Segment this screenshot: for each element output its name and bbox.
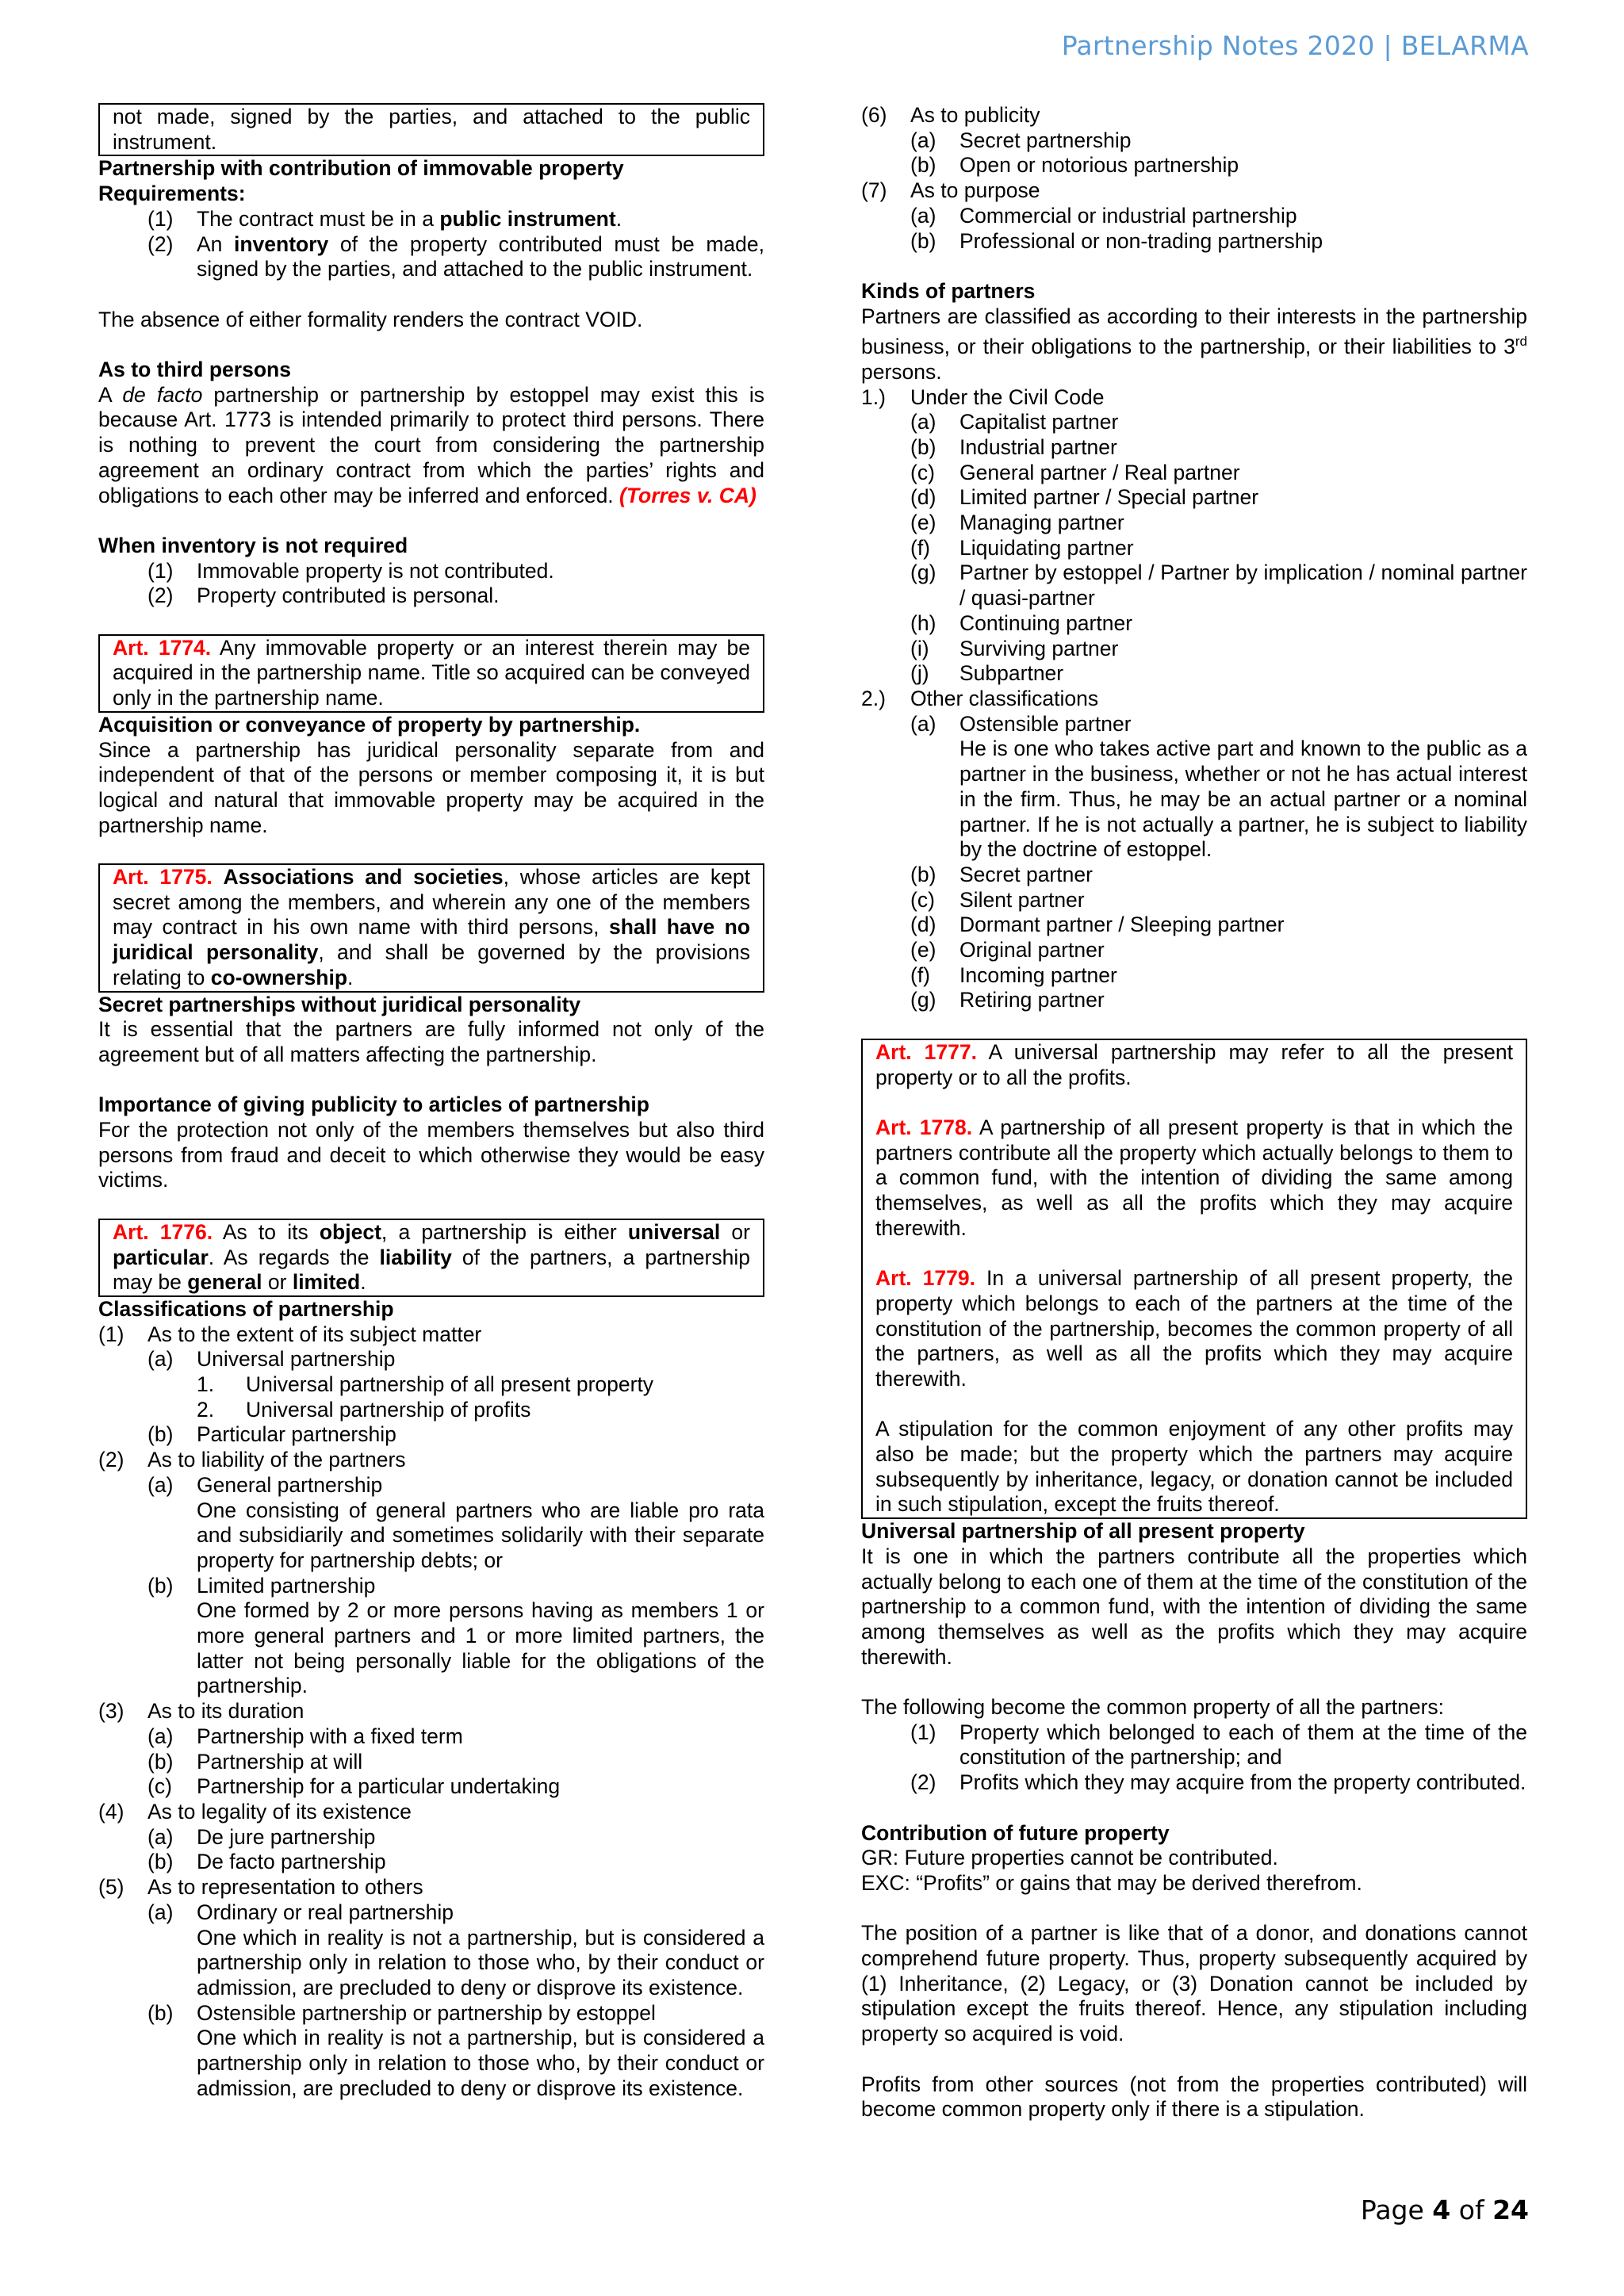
list-item: 2. Universal partnership of profits — [197, 1397, 531, 1422]
publicity-text: For the protection not only of the members themselves but also third persons from fraud and deceit to which otherwise they would be easy victims. — [98, 1118, 764, 1192]
heading-classifications: Classifications of partnership — [98, 1296, 394, 1321]
header-title: Partnership Notes 2020 | BELARMA — [1061, 30, 1529, 61]
heading-acquisition: Acquisition or conveyance of property by partnership. — [98, 712, 641, 737]
list-item: (g) Partner by estoppel / Partner by implication / nominal partner / quasi-partner — [910, 561, 1527, 610]
list-item: (5) As to representation to others — [98, 1875, 423, 1900]
article-label: Art. 1775. — [113, 865, 213, 890]
list-item: (d) Limited partner / Special partner — [910, 485, 1259, 510]
void-text: The absence of either formality renders the contract VOID. — [98, 307, 643, 331]
list-item: (b) Secret partner — [910, 862, 1093, 886]
list-item: (c) Partnership for a particular undertaking — [147, 1774, 561, 1799]
list-item: (j) Subpartner — [910, 661, 1064, 686]
heading-publicity: Importance of giving publicity to articles of partnership — [98, 1093, 649, 1117]
list-item: (e) Managing partner — [910, 511, 1124, 535]
definition-text: One which in reality is not a partnership, but is considered a partnership only in relation to those who, by their conduct or admission, are precluded to deny or disprove its existence. — [197, 2026, 764, 2100]
article-1775-box: Art. 1775. Associations and societies, whose articles are kept secret among the members, and wherein any one of the members may contract in his own name with third persons, shall have no juridical personality, and shall be governed by the provisions relating to co-ownership. — [98, 863, 764, 993]
list-item: (f) Liquidating partner — [910, 535, 1134, 560]
heading-requirements: Requirements: — [98, 182, 246, 206]
list-item: (a) Universal partnership — [147, 1347, 396, 1372]
list-item: (c) General partner / Real partner — [910, 460, 1240, 484]
definition-text: One which in reality is not a partnership, but is considered a partnership only in relation to those who, by their conduct or admission, are precluded to deny or disprove its existence. — [197, 1925, 764, 1999]
article-1774-box: Art. 1774. Any immovable property or an interest therein may be acquired in the partnership name. Title so acquired can be conveyed only in the partnership name. — [98, 634, 764, 713]
list-item: 2.) Other classifications — [861, 686, 1099, 710]
list-item: (c) Silent partner — [910, 887, 1085, 912]
list-item: (6) As to publicity — [861, 103, 1040, 127]
secret-text: It is essential that the partners are fully informed not only of the agreement but of all matters affecting the partnership. — [98, 1017, 764, 1066]
list-item: (a) Secret partnership — [910, 128, 1132, 152]
list-item: (1) Property which belonged to each of them at the time of the constitution of the partnership; and — [910, 1720, 1527, 1770]
list-item: (a) Capitalist partner — [910, 410, 1119, 434]
heading-universal: Universal partnership of all present property — [861, 1519, 1305, 1544]
universal-text: It is one in which the partners contribute all the properties which actually belong to each one of them at the time of the constitution of the partnership to a common fund, with the intention of dividing the same among themselves as well as the profits which they may acquire therewith. — [861, 1544, 1527, 1669]
case-citation: (Torres v. CA) — [619, 483, 756, 507]
list-item: (f) Incoming partner — [910, 962, 1117, 987]
article-label: Art. 1779. — [875, 1266, 975, 1291]
list-item: 1.) Under the Civil Code — [861, 385, 1105, 409]
continued-article-box — [98, 103, 764, 156]
left-column — [98, 103, 764, 2101]
heading-immovable: Partnership with contribution of immovable property — [98, 156, 624, 181]
list-item: (a) De jure partnership — [147, 1824, 376, 1849]
list-item: (a) General partnership — [147, 1472, 383, 1497]
definition-text: One consisting of general partners who are liable pro rata and subsidiarily and sometimes solidarily with their separate property for partnership debts; or — [197, 1498, 764, 1572]
list-item: (h) Continuing partner — [910, 610, 1133, 635]
exception: EXC: “Profits” or gains that may be derived therefrom. — [861, 1870, 1362, 1895]
third-persons-text: A de facto partnership or partnership by estoppel may exist this is because Art. 1773 is intended primarily to protect third persons. There is nothing to prevent the court from considering the partnership agreement an ordinary contract from which the parties’ rights and obligations to each other may be inferred and enforced. (Torres v. CA) — [98, 382, 765, 507]
list-item: (b) De facto partnership — [147, 1850, 386, 1874]
list-item: (a) Commercial or industrial partnership — [910, 203, 1297, 228]
list-item: (d) Dormant partner / Sleeping partner — [910, 913, 1285, 937]
page-number: Page 4 of 24 — [1360, 2195, 1529, 2225]
list-item: (g) Retiring partner — [910, 988, 1105, 1012]
list-item: (b) Ostensible partnership or partnership by estoppel — [147, 2000, 656, 2025]
list-item: (b) Professional or non-trading partnership — [910, 228, 1323, 253]
kinds-text: Partners are classified as according to their interests in the partnership business, or their obligations to the partnership, or their liabilities to 3rd persons. — [861, 304, 1527, 384]
list-item: 1. Universal partnership of all present property — [197, 1372, 654, 1397]
list-item: (2) Property contributed is personal. — [147, 584, 500, 608]
article-label: Art. 1776. — [113, 1219, 213, 1244]
donor-text: The position of a partner is like that of a donor, and donations cannot comprehend future property. Thus, property subsequently acquired by (1) Inheritance, (2) Legacy, or (3) Donation cannot be included by stipulation except the fruits thereof. Hence, any stipulation including property so acquired is void. — [861, 1921, 1527, 2046]
list-item: (b) Open or notorious partnership — [910, 153, 1239, 178]
list-item: (b) Particular partnership — [147, 1422, 396, 1447]
definition-text: One formed by 2 or more persons having as members 1 or more general partners and 1 or more limited partners, the latter not being personally liable for the obligations of the partnership. — [197, 1598, 764, 1698]
list-item: (4) As to legality of its existence — [98, 1800, 412, 1823]
list-item: (b) Industrial partner — [910, 434, 1117, 459]
list-item: (1) As to the extent of its subject matter — [98, 1322, 482, 1346]
list-item: (1) The contract must be in a public instrument. — [147, 206, 622, 231]
list-item: (7) As to purpose — [861, 178, 1040, 203]
heading-secret: Secret partnerships without juridical personality — [98, 992, 581, 1016]
heading-future: Contribution of future property — [861, 1820, 1170, 1845]
article-label: Art. 1774. — [113, 635, 212, 660]
general-rule: GR: Future properties cannot be contributed. — [861, 1846, 1278, 1870]
article-label: Art. 1777. — [875, 1039, 977, 1064]
list-item: (2) Profits which they may acquire from the property contributed. — [910, 1770, 1526, 1795]
heading-third-persons: As to third persons — [98, 358, 291, 381]
continued-text: not made, signed by the parties, and attached to the public instrument. — [113, 105, 750, 154]
heading-inventory: When inventory is not required — [98, 533, 408, 557]
list-item: (3) As to its duration — [98, 1699, 304, 1724]
list-item: (1) Immovable property is not contributed. — [147, 558, 554, 583]
list-item: (a) Ordinary or real partnership — [147, 1900, 454, 1924]
acquisition-text: Since a partnership has juridical personality separate from and independent of that of the persons or member composing it, it is but logical and natural that immovable property may be acquired in the partnership name. — [98, 737, 764, 837]
list-item: (i) Surviving partner — [910, 636, 1119, 660]
list-item: (a) Partnership with a fixed term — [147, 1724, 463, 1748]
list-item: (a) Ostensible partner — [910, 711, 1132, 736]
profits-text: Profits from other sources (not from the properties contributed) will become common property only if there is a stipulation. — [861, 2072, 1527, 2122]
list-item: (b) Partnership at will — [147, 1749, 363, 1774]
heading-kinds: Kinds of partners — [861, 278, 1036, 303]
article-1777-1779-box: Art. 1777. A universal partnership may refer to all the present property or to all the profits. Art. 1778. A partnership of all present property is that in which the partners contribute all the property which actually belongs to them to a common fund, with the intention of dividing the same among themselves, as well as all the profits which they may acquire therewith. Art. 1779. In a universal partnership of all present property, the property which belongs to each of the partners at the time of the constitution of the partnership, becomes the common property of all the partners, as well as all the profits which they may acquire therewith. A stipulation for the common enjoyment of any other profits may also be made; but the property which the partners may acquire subsequently by inheritance, legacy, or donation cannot be included in such stipulation, except the fruits thereof. — [861, 1039, 1527, 1519]
article-1776-box: Art. 1776. As to its object, a partnership is either universal or particular. As regards the liability of the partners, a partnership may be general or limited. — [98, 1219, 764, 1297]
article-label: Art. 1778. — [875, 1115, 973, 1139]
list-item: (2) An inventory of the property contributed must be made, signed by the parties, and attached to the public instrument. — [147, 232, 765, 281]
common-property-text: The following become the common property of all the partners: — [861, 1695, 1445, 1720]
definition-text: He is one who takes active part and known to the public as a partner in the business, whether or not he has actual interest in the firm. Thus, he may be an actual partner or a nominal partner. If he is not actually a partner, he is subject to liability by the doctrine of estoppel. — [959, 737, 1527, 862]
list-item: (2) As to liability of the partners — [98, 1448, 406, 1472]
list-item: (e) Original partner — [910, 938, 1105, 962]
list-item: (b) Limited partnership — [147, 1573, 376, 1598]
right-column — [861, 103, 1527, 2122]
